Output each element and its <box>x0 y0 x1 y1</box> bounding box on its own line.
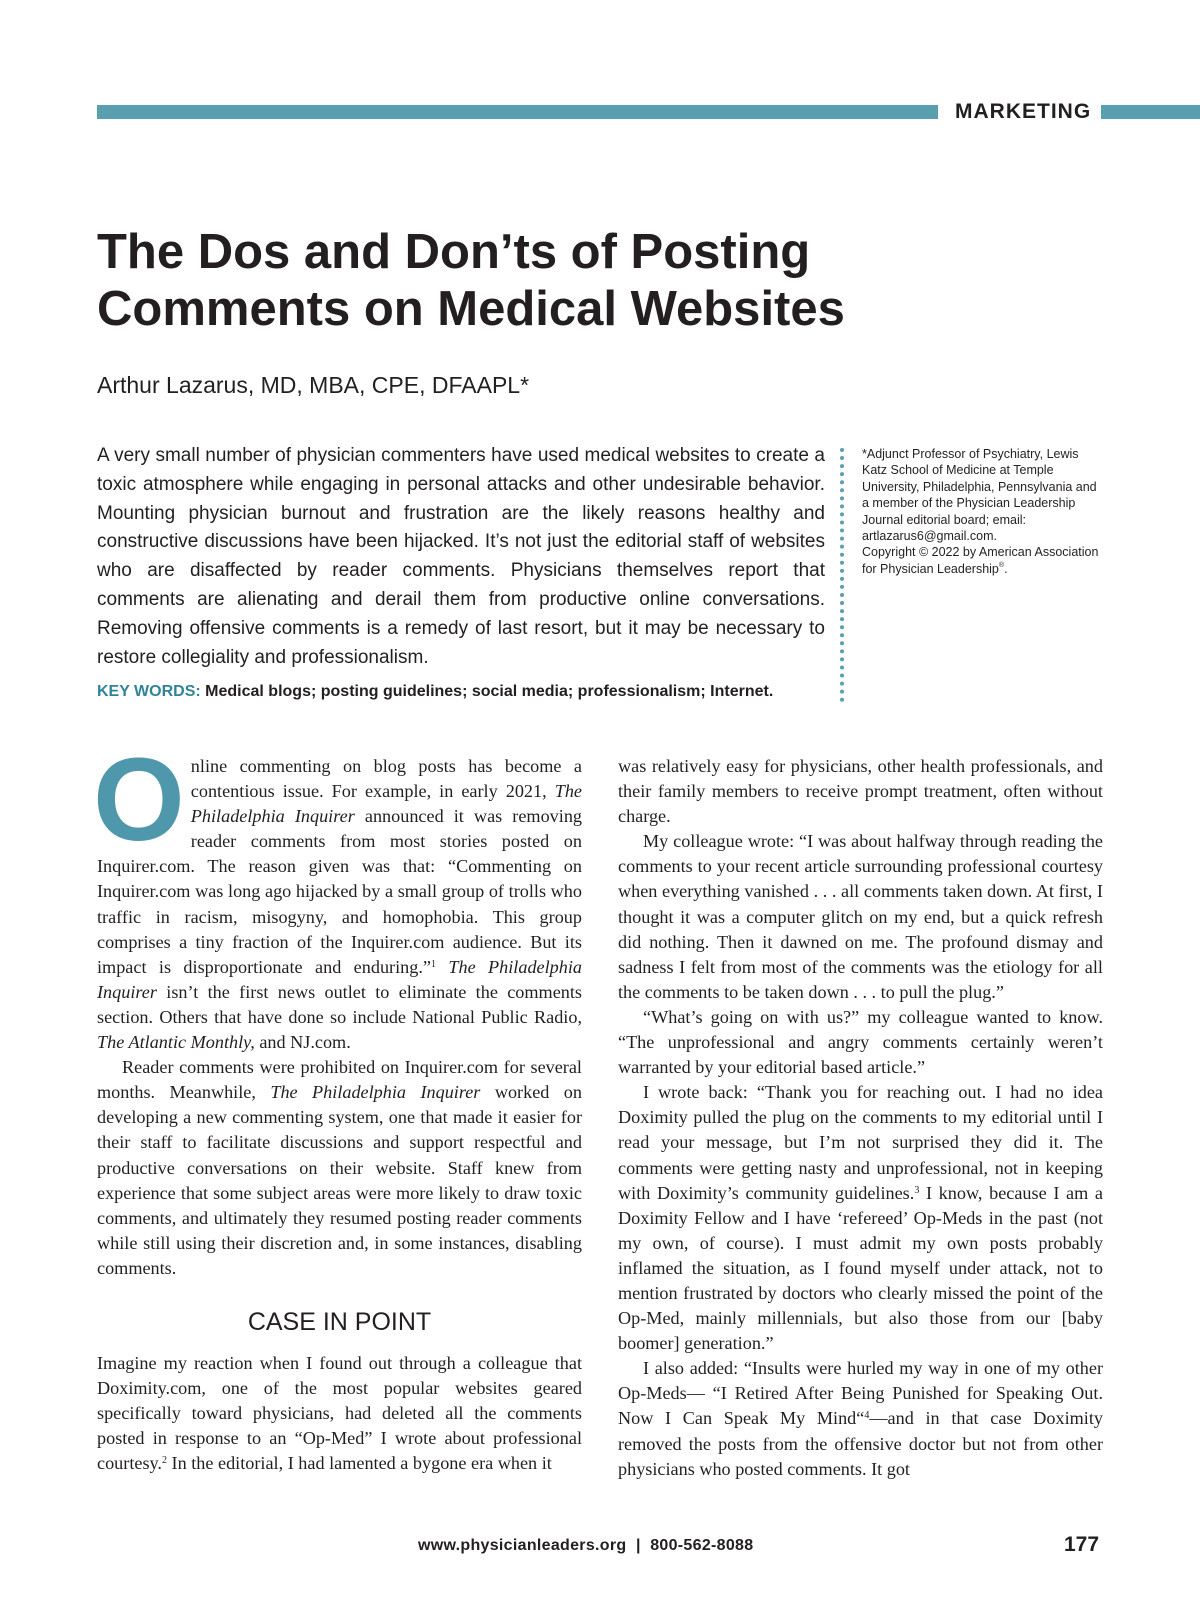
registered-mark: ® <box>998 561 1005 569</box>
text-run: —and in that case Doximity removed the posts from the offensive doctor but not from other physicians who posted comments. It got <box>618 1408 1103 1479</box>
text-run: Reader comments were prohibited on Inquirer.com for several months. Meanwhile, <box>97 1057 582 1103</box>
page-number: 177 <box>1064 1533 1100 1556</box>
reference-marker: 2 <box>161 1455 167 1467</box>
sidebar-divider <box>840 448 844 702</box>
article-title: The Dos and Don’ts of Posting Comments on Medical Websites <box>97 225 845 336</box>
publication-name: The Philadelphia Inquirer <box>190 781 582 827</box>
paragraph <box>618 1080 1103 1356</box>
publication-name: The Philadelphia Inquirer <box>270 1082 481 1103</box>
paragraph: “What’s going on with us?” my colleague wanted to know. “The unprofessional and angry comments certainly weren’t warranted by your editorial based article.” <box>618 1006 1103 1078</box>
body-column-right <box>618 754 1103 1482</box>
reference-marker: 3 <box>914 1184 920 1196</box>
copyright-end: . <box>1004 561 1008 576</box>
copyright-text: Copyright © 2022 by American Association for Physician Leadership <box>862 545 1099 576</box>
text-run: I also added: “Insults were hurled my way in one of my other Op-Meds— “I Retired After Being Punished for Speaking Out. Now I Can Speak My Mind“ <box>618 1358 1103 1429</box>
text-run: I know, because I am a Doximity Fellow and I have ‘refereed’ Op-Meds in the past (not my own, of course). I must admit my own posts probably inflamed the situation, as I found myself under attack, not to mention frustrated by doctors who clearly missed the point of the Op-Med, mainly millennials, but also those from our [baby boomer] generation.” <box>618 1182 1103 1354</box>
text-run: nline commenting on blog posts has become a contentious issue. For example, in early 2021, <box>190 756 582 802</box>
paragraph <box>97 1055 582 1281</box>
publication-name: The Philadelphia Inquirer <box>97 956 582 1002</box>
publication-name: The Atlantic Monthly, <box>97 1032 255 1053</box>
section-bar-left <box>97 105 938 119</box>
reference-marker: 4 <box>864 1410 870 1422</box>
section-heading: CASE IN POINT <box>247 1307 432 1336</box>
footer-contact: www.physicianleaders.org | 800-562-8088 <box>418 1537 754 1554</box>
drop-cap: O <box>93 734 185 866</box>
section-bar-right <box>1101 105 1200 119</box>
keywords-label: KEY WORDS: <box>97 683 201 700</box>
author-affiliation <box>862 446 1102 577</box>
text-run: isn’t the first news outlet to eliminate the comments section. Others that have done so include National Public Radio, <box>97 981 582 1027</box>
keywords-text: Medical blogs; posting guidelines; social media; professionalism; Internet. <box>205 683 774 700</box>
section-label: MARKETING <box>955 100 1092 123</box>
text-run: and NJ.com. <box>254 1032 351 1053</box>
paragraph <box>93 734 583 1055</box>
text-run: I wrote back: “Thank you for reaching out. I had no idea Doximity pulled the plug on the comments to my editorial until I read your message, but I’m not surprised they did it. The comments were getting nasty and unprofessional, not in keeping with Doximity’s community guidelines. <box>618 1082 1103 1203</box>
text-run: Imagine my reaction when I found out through a colleague that Doximity.com, one of the most popular websites geared specifically toward physicians, had deleted all the comments posted in response to an “Op-Med” I wrote about professional courtesy. <box>97 1352 582 1474</box>
paragraph <box>97 1351 582 1476</box>
paragraph <box>618 1356 1103 1481</box>
text-run: announced it was removing reader comments from most stories posted on Inquirer.com. The reason given was that: “Commenting on Inquirer.com was long ago hijacked by a small group of trolls who traffic in racism, misogyny, and homophobia. This group comprises a tiny fraction of the Inquirer.com audience. But its impact is disproportionate and enduring.” <box>97 806 583 977</box>
keywords <box>97 683 847 701</box>
abstract: A very small number of physician commenters have used medical websites to create a toxic atmosphere while engaging in personal attacks and other undesirable behavior. Mounting physician burnout and frustration are the likely reasons healthy and constructive discussions have been hijacked. It’s not just the editorial staff of websites who are disaffected by reader comments. Physicians themselves report that comments are alienating and derail them from productive online conversations. Removing offensive comments is a remedy of last resort, but it may be necessary to restore collegiality and professionalism. <box>97 445 825 668</box>
body-column-left <box>93 734 583 1476</box>
paragraph-continued: was relatively easy for physicians, other health professionals, and their family members to receive prompt treatment, often without charge. <box>618 756 1103 827</box>
reference-marker: 1 <box>430 958 436 970</box>
article-author: Arthur Lazarus, MD, MBA, CPE, DFAAPL* <box>97 372 530 398</box>
text-run: worked on developing a new commenting system, one that made it easier for their staff to facilitate discussions and support respectful and productive conversations on their website. Staff knew from experience that some subject areas were more likely to draw toxic comments, and ultimately they resumed posting reader comments while still using their discretion and, in some instances, disabling comments. <box>97 1082 582 1278</box>
affiliation-text: *Adjunct Professor of Psychiatry, Lewis Katz School of Medicine at Temple University, Philadelphia, Pennsylvania and a member of the Physician Leadership Journal editorial board; email: artlazarus6@gmail.com. <box>862 447 1097 544</box>
paragraph: My colleague wrote: “I was about halfway through reading the comments to your recent article surrounding professional courtesy when everything vanished . . . all comments taken down. At first, I thought it was a computer glitch on my end, but a quick refresh did nothing. Then it dawned on me. The profound dismay and sadness I felt from most of the comments was the etiology for all the comments to be taken down . . . to pull the plug.” <box>618 831 1103 1002</box>
text-run: In the editorial, I had lamented a bygone era when it <box>166 1453 552 1474</box>
